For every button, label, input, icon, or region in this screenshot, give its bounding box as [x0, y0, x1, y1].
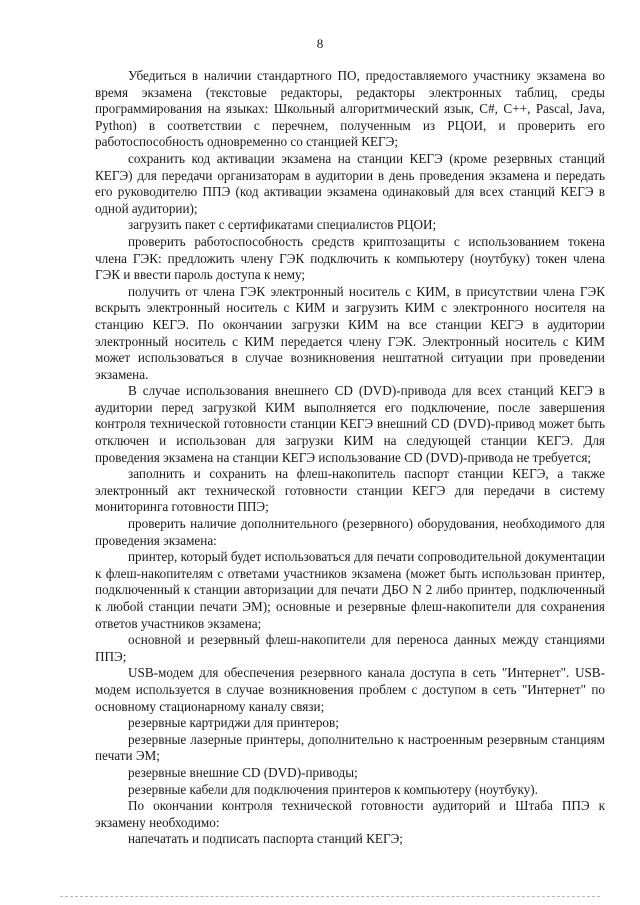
paragraph: резервные кабели для подключения принтеров к компьютеру (ноутбуку). [128, 781, 538, 797]
paragraph: загрузить пакет с сертификатами специалистов РЦОИ; [128, 217, 437, 233]
paragraph: резервные лазерные принтеры, дополнительно к настроенным резервным станциям печати ЭМ; [95, 731, 605, 764]
paragraph: Убедиться в наличии стандартного ПО, предоставляемого участнику экзамена во время экзамена (текстовые редакторы, редакторы электронных таблиц, среды программирования на языках: Школьный алгоритмический язык, C#, C++, Pascal, Java, Python) в соответствии с перечнем, полученным из РЦОИ, и проверить его работоспособность одновременно со станцией КЕГЭ; [95, 68, 605, 150]
paragraph: основной и резервный флеш-накопители для переноса данных между станциями ППЭ; [95, 632, 605, 664]
document-body [95, 68, 605, 848]
paragraph: проверить работоспособность средств криптозащиты с использованием токена члена ГЭК: предложить члену ГЭК подключить к компьютеру (ноутбуку) токен члена ГЭК и ввести пароль доступа к нему; [95, 233, 605, 283]
paragraph: проверить наличие дополнительного (резервного) оборудования, необходимого для проведения экзамена: [95, 516, 605, 548]
paragraph: резервные внешние CD (DVD)-приводы; [128, 764, 358, 780]
paragraph: принтер, который будет использоваться для печати сопроводительной документации к флеш-накопителям с ответами участников экзамена (может быть использован принтер, подключенный к станции авторизации для печати ДБО N 2 либо принтер, подключенный к любой станции печати ЭМ); основные и резервные флеш-накопители для сохранения ответов участников экзамена; [95, 549, 605, 631]
page-bottom-divider [60, 896, 600, 898]
paragraph: сохранить код активации экзамена на станции КЕГЭ (кроме резервных станций КЕГЭ) для передачи организаторам в аудитории в день проведения экзамена и передать его руководителю ППЭ (код активации экзамена одинаковый для всех станций КЕГЭ в одной аудитории); [95, 150, 605, 216]
paragraph: напечатать и подписать паспорта станций КЕГЭ; [128, 831, 403, 847]
paragraph: По окончании контроля технической готовности аудиторий и Штаба ППЭ к экзамену необходимо: [95, 798, 605, 830]
paragraph: резервные картриджи для принтеров; [128, 715, 339, 731]
paragraph: заполнить и сохранить на флеш-накопитель паспорт станции КЕГЭ, а также электронный акт технической готовности станции КЕГЭ для передачи в систему мониторинга готовности ППЭ; [95, 466, 605, 515]
paragraph: USB-модем для обеспечения резервного канала доступа в сеть "Интернет". USB-модем используется в случае возникновения проблем с доступом в сеть "Интернет" по основному стационарному каналу связи; [95, 665, 605, 714]
paragraph: получить от члена ГЭК электронный носитель с КИМ, в присутствии члена ГЭК вскрыть электронный носитель с КИМ и загрузить КИМ с электронного носителя на станцию КЕГЭ. По окончании загрузки КИМ на все станции КЕГЭ в аудитории электронный носитель с КИМ передается члену ГЭК. Электронный носитель с КИМ может использоваться в случае возникновения нештатной ситуации при проведении экзамена. [95, 283, 605, 382]
page-number: 8 [316, 36, 324, 51]
paragraph: В случае использования внешнего CD (DVD)-привода для всех станций КЕГЭ в аудитории перед загрузкой КИМ выполняется его подключение, после завершения контроля технической готовности станции КЕГЭ внешний CD (DVD)-привод может быть отключен и использован для загрузки КИМ на следующей станции КЕГЭ. Для проведения экзамена на станции КЕГЭ использование CD (DVD)-привода не требуется; [95, 383, 605, 465]
